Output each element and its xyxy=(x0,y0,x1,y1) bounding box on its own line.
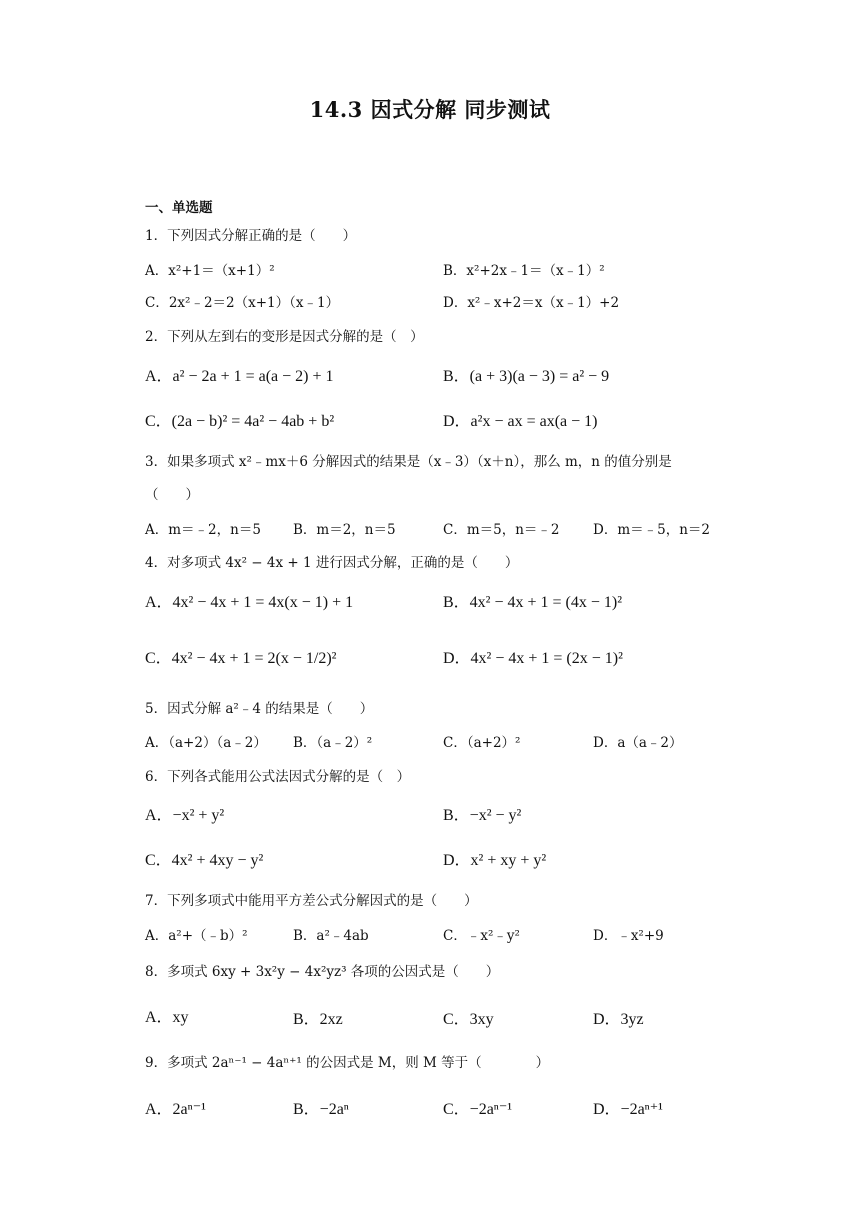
question-1-option-c: C．2x²﹣2＝2（x+1）（x﹣1） xyxy=(145,295,340,311)
question-3-stem-continued: （ ） xyxy=(145,487,199,503)
question-9-stem: 9．多项式 2aⁿ⁻¹ − 4aⁿ⁺¹ 的公因式是 M，则 M 等于（ ） xyxy=(145,1055,550,1071)
question-9-option-c: C．−2aⁿ⁻¹ xyxy=(443,1101,513,1118)
question-3-option-b: B．m＝2，n＝5 xyxy=(293,522,396,538)
question-8-stem: 8．多项式 6xy + 3x²y − 4x²yz³ 各项的公因式是（ ） xyxy=(145,964,500,980)
question-4-option-b: B．4x² − 4x + 1 = (4x − 1)² xyxy=(443,594,623,611)
question-2-option-d: D．a²x − ax = ax(a − 1) xyxy=(443,413,598,430)
question-6-option-c: C．4x² + 4xy − y² xyxy=(145,852,264,869)
question-2-stem: 2．下列从左到右的变形是因式分解的是（ ） xyxy=(145,329,424,345)
question-8-option-a: A．xy xyxy=(145,1009,189,1026)
question-3-stem: 3．如果多项式 x²﹣mx＋6 分解因式的结果是（x﹣3）（x＋n），那么 m，n 的值分别是 xyxy=(145,454,672,470)
question-3-option-c: C．m＝5，n＝﹣2 xyxy=(443,522,560,538)
question-4-stem: 4．对多项式 4x² − 4x + 1 进行因式分解，正确的是（ ） xyxy=(145,555,519,571)
section-heading: 一、单选题 xyxy=(145,200,213,216)
question-8-option-c: C．3xy xyxy=(443,1011,494,1028)
question-5-stem: 5．因式分解 a²﹣4 的结果是（ ） xyxy=(145,701,374,717)
question-3-option-a: A．m＝﹣2，n＝5 xyxy=(145,522,261,538)
question-8-option-d: D．3yz xyxy=(593,1011,644,1028)
question-4-option-c: C．4x² − 4x + 1 = 2(x − 1/2)² xyxy=(145,650,337,667)
question-9-option-d: D．−2aⁿ⁺¹ xyxy=(593,1101,663,1118)
question-7-option-d: D．﹣x²+9 xyxy=(593,928,664,944)
question-5-option-c: C．（a+2）² xyxy=(443,735,521,751)
question-7-option-a: A．a²+（﹣b）² xyxy=(145,928,248,944)
question-1-stem: 1．下列因式分解正确的是（ ） xyxy=(145,228,357,244)
question-2-option-a: A．a² − 2a + 1 = a(a − 2) + 1 xyxy=(145,368,334,385)
question-2-option-b: B．(a + 3)(a − 3) = a² − 9 xyxy=(443,368,610,385)
question-2-option-c: C．(2a − b)² = 4a² − 4ab + b² xyxy=(145,413,335,430)
question-3-option-d: D．m＝﹣5，n＝2 xyxy=(593,522,710,538)
question-6-stem: 6．下列各式能用公式法因式分解的是（ ） xyxy=(145,769,411,785)
question-5-option-b: B．（a﹣2）² xyxy=(293,735,373,751)
question-6-option-d: D．x² + xy + y² xyxy=(443,852,547,869)
question-1-option-d: D．x²﹣x+2＝x（x﹣1）+2 xyxy=(443,295,620,311)
question-9-option-b: B．−2aⁿ xyxy=(293,1101,349,1118)
question-1-option-b: B．x²+2x﹣1＝（x﹣1）² xyxy=(443,263,605,279)
page-title: 14.3 因式分解 同步测试 xyxy=(309,97,551,122)
question-7-stem: 7．下列多项式中能用平方差公式分解因式的是（ ） xyxy=(145,893,478,909)
question-9-option-a: A．2aⁿ⁻¹ xyxy=(145,1101,206,1118)
question-7-option-c: C．﹣x²﹣y² xyxy=(443,928,520,944)
question-4-option-a: A．4x² − 4x + 1 = 4x(x − 1) + 1 xyxy=(145,594,354,611)
question-4-option-d: D．4x² − 4x + 1 = (2x − 1)² xyxy=(443,650,623,667)
question-1-option-a: A．x²+1＝（x+1）² xyxy=(145,263,275,279)
question-6-option-a: A．−x² + y² xyxy=(145,807,225,824)
question-5-option-a: A．（a+2）（a﹣2） xyxy=(145,735,267,751)
question-6-option-b: B．−x² − y² xyxy=(443,807,522,824)
question-8-option-b: B．2xz xyxy=(293,1011,343,1028)
question-5-option-d: D．a（a﹣2） xyxy=(593,735,683,751)
question-7-option-b: B．a²﹣4ab xyxy=(293,928,369,944)
